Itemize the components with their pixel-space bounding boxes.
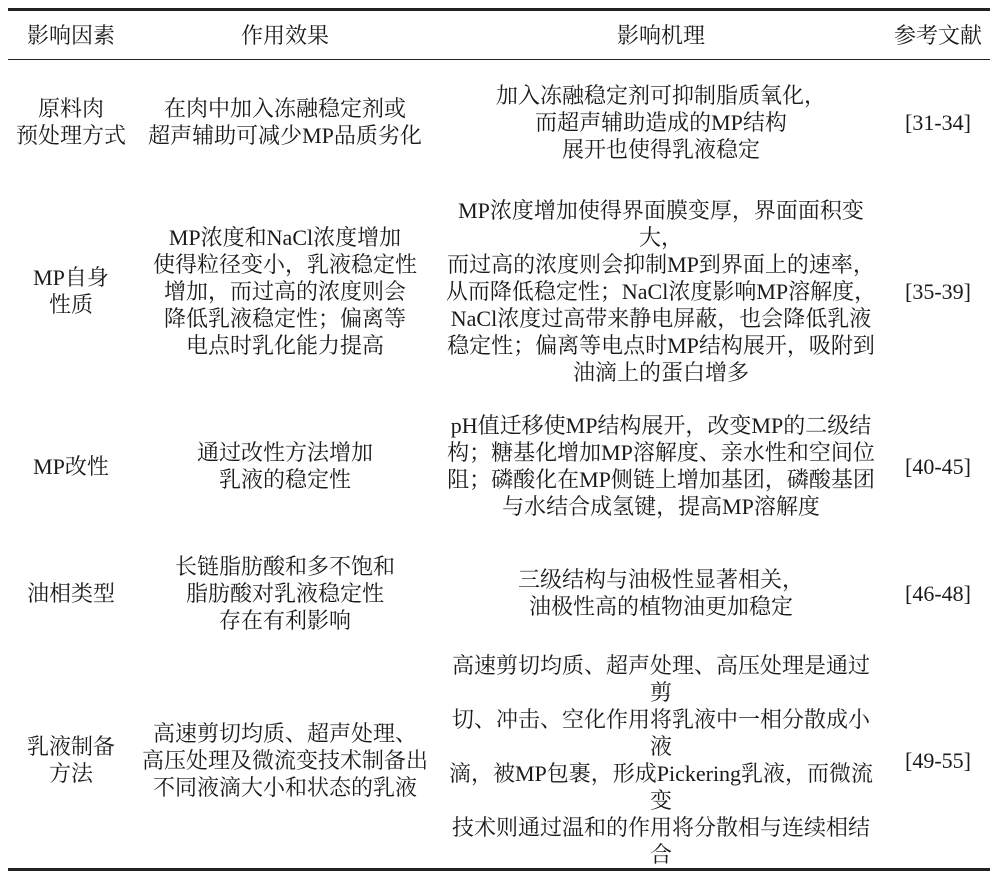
header-row xyxy=(8,11,990,59)
refs-cell: [46-48] xyxy=(905,580,971,606)
mechanism-line: pH值迁移使MP结构展开，改变MP的二级结 xyxy=(450,413,872,438)
factor-line: 油相类型 xyxy=(26,580,115,606)
header-effect: 作用效果 xyxy=(240,22,329,48)
factor-cell xyxy=(8,534,134,652)
mechanism-line: 滴，被MP包裹，形成Pickering乳液，而微流变 xyxy=(448,761,874,813)
effect-line: 在肉中加入冻融稳定剂或 xyxy=(163,96,406,121)
effect-line: 降低乳液稳定性；偏离等 xyxy=(163,305,406,331)
effect-line: 使得粒径变小，乳液稳定性 xyxy=(152,251,417,277)
factor-cell xyxy=(8,60,134,184)
header-factor: 影响因素 xyxy=(26,22,115,48)
table-row xyxy=(8,184,990,398)
refs-cell: [49-55] xyxy=(905,747,971,773)
factor-line: 性质 xyxy=(48,292,93,317)
mechanism-line: 技术则通过温和的作用将分散相与连续相结合 xyxy=(451,815,870,867)
effect-line: 高压处理及微流变技术制备出 xyxy=(141,747,428,773)
factor-table xyxy=(8,11,990,868)
header-refs: 参考文献 xyxy=(893,22,982,48)
factor-line: 方法 xyxy=(48,761,93,786)
mechanism-cell xyxy=(436,398,886,534)
effect-line: 不同液滴大小和状态的乳液 xyxy=(152,774,417,800)
mechanism-cell xyxy=(436,534,886,652)
mechanism-line: 与水结合成氢键，提高MP溶解度 xyxy=(502,494,820,519)
factor-cell xyxy=(8,184,134,398)
mechanism-line: 切、冲击、空化作用将乳液中一相分散成小液 xyxy=(451,707,870,759)
refs-cell: [40-45] xyxy=(905,453,971,479)
header-mechanism: 影响机理 xyxy=(616,22,705,48)
mechanism-line: 展开也使得乳液稳定 xyxy=(561,136,760,162)
table-row xyxy=(8,398,990,534)
effect-line: 超声辅助可减少MP品质劣化 xyxy=(148,123,422,148)
effect-line: MP浓度和NaCl浓度增加 xyxy=(168,224,402,250)
effect-line: 电点时乳化能力提高 xyxy=(185,332,384,358)
mechanism-line: 而超声辅助造成的MP结构 xyxy=(535,109,787,135)
mechanism-line: 油滴上的蛋白增多 xyxy=(572,359,749,385)
effect-line: 通过改性方法增加 xyxy=(196,440,373,465)
effect-cell xyxy=(134,398,436,534)
effect-line: 长链脂肪酸和多不饱和 xyxy=(174,553,395,579)
refs-cell: [35-39] xyxy=(905,278,971,304)
effect-line: 高速剪切均质、超声处理、 xyxy=(152,720,417,746)
table-row xyxy=(8,60,990,184)
mechanism-line: 阻；磷酸化在MP侧链上增加基团，磷酸基团 xyxy=(447,467,875,492)
mechanism-line: 构；糖基化增加MP溶解度、亲水性和空间位 xyxy=(447,440,875,465)
table-row xyxy=(8,534,990,652)
effect-line: 存在有利影响 xyxy=(218,607,351,633)
effect-cell xyxy=(134,652,436,868)
mechanism-line: NaCl浓度过高带来静电屏蔽，也会降低乳液 xyxy=(450,305,872,331)
factor-line: 乳液制备 xyxy=(26,734,115,759)
mechanism-cell xyxy=(436,652,886,868)
factor-line: MP改性 xyxy=(33,453,109,479)
factor-cell xyxy=(8,398,134,534)
effect-cell xyxy=(134,184,436,398)
mechanism-line: 高速剪切均质、超声处理、高压处理是通过剪 xyxy=(451,653,870,705)
mechanism-line: 从而降低稳定性；NaCl浓度影响MP溶解度， xyxy=(445,278,877,304)
data-table-wrapper xyxy=(8,8,990,871)
mechanism-line: 三级结构与油极性显著相关， xyxy=(517,567,804,592)
factor-line: 预处理方式 xyxy=(15,123,126,148)
mechanism-line: 加入冻融稳定剂可抑制脂质氧化， xyxy=(495,82,826,108)
factor-line: MP自身 xyxy=(33,265,109,290)
mechanism-line: 而过高的浓度则会抑制MP到界面上的速率， xyxy=(447,251,875,277)
mechanism-cell xyxy=(436,184,886,398)
mechanism-cell xyxy=(436,60,886,184)
effect-line: 乳液的稳定性 xyxy=(218,467,351,492)
refs-cell: [31-34] xyxy=(905,109,971,135)
effect-line: 脂肪酸对乳液稳定性 xyxy=(185,580,384,606)
effect-cell xyxy=(134,534,436,652)
factor-cell xyxy=(8,652,134,868)
mechanism-line: MP浓度增加使得界面膜变厚，界面面积变大， xyxy=(458,197,864,250)
effect-cell xyxy=(134,60,436,184)
effect-line: 增加，而过高的浓度则会 xyxy=(163,278,406,304)
factor-line: 原料肉 xyxy=(37,96,104,121)
table-row xyxy=(8,652,990,868)
mechanism-line: 稳定性；偏离等电点时MP结构展开，吸附到 xyxy=(447,332,875,358)
mechanism-line: 油极性高的植物油更加稳定 xyxy=(528,594,793,619)
